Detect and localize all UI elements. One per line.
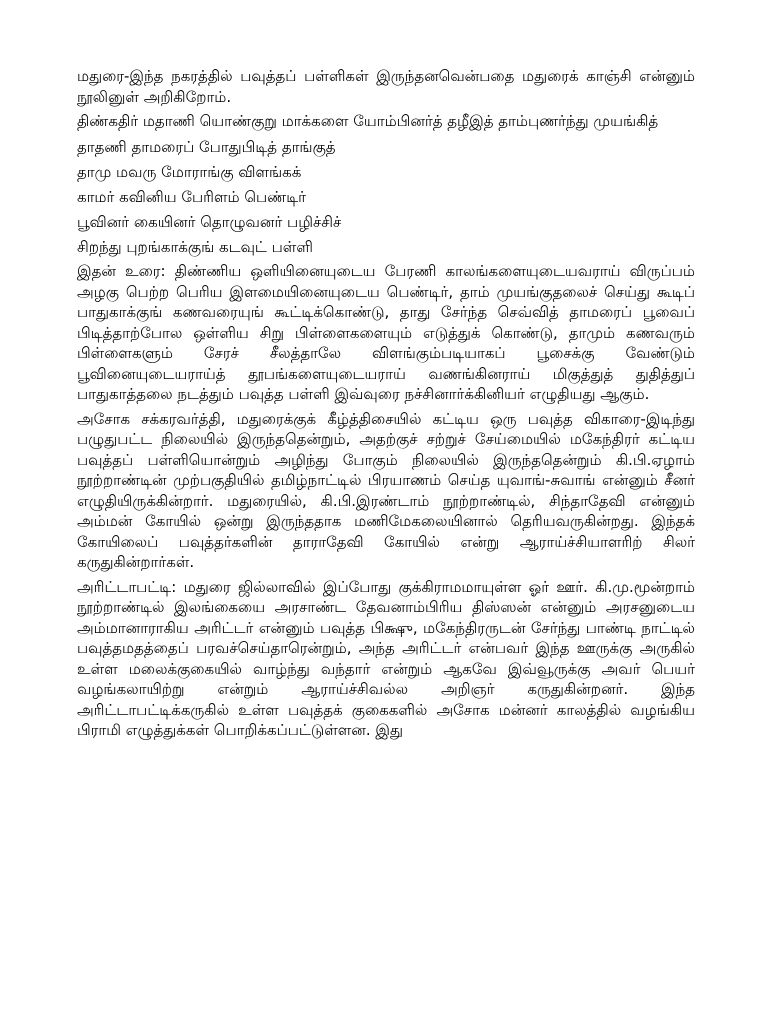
verse-line: சிறந்து புறங்காக்குங் கடவுட் பள்ளி (77, 237, 313, 256)
verse-line: தாமு மவரு மோராங்கு விளங்கக் (77, 162, 302, 181)
intro-paragraph: மதுரை-இந்த நகரத்தில் பவுத்தப் பள்ளிகள் இருந்தனவென்பதை மதுரைக் காஞ்சி என்னும் நூலினுள் அறிகிறோம். (77, 67, 695, 106)
asoka-paragraph: அசோக சக்கரவர்த்தி, மதுரைக்குக் கீழ்த்திசையில் கட்டிய ஒரு பவுத்த விகாரை-இடிந்து பழுதுபட்ட நிலையில் இருந்ததென்றும், அதற்குச் சற்றுச் சேய்மையில் மகேந்திரர் கட்டிய பவுத்தப் பள்ளியொன்றும் அழிந்து போகும் நிலையில் இருந்ததென்றும் கி.பி.ஏழாம் நூற்றாண்டின் முற்பகுதியில் தமிழ்நாட்டில் பிரயாணம் செய்த யுவாங்-சுவாங் என்னும் சீனர் எழுதியிருக்கின்றார். மதுரையில், கி.பி.இரண்டாம் நூற்றாண்டில், சிந்தாதேவி என்னும் அம்மன் கோயில் ஒன்று இருந்ததாக மணிமேகலையினால் தெரியவருகின்றது. இந்தக் கோயிலைப் பவுத்தர்களின் தாராதேவி கோயில் என்று ஆராய்ச்சியாளரிற் சிலர் கருதுகின்றார்கள். (77, 409, 695, 571)
verse-lead-line: திண்கதிர் மதாணி யொண்குறு மாக்களை யோம்பினர்த் தழீஇத் தாம்புணர்ந்து முயங்கித் (77, 112, 659, 130)
arittapatti-paragraph: அரிட்டாபட்டி: மதுரை ஜில்லாவில் இப்போது குக்கிராமமாயுள்ள ஓர் ஊர். கி.மு.மூன்றாம் நூற்றாண்டில் இலங்கையை அரசாண்ட தேவனாம்பிரிய திஸ்ஸன் என்னும் அரசனுடைய அம்மானாராகிய அரிட்டர் என்னும் பவுத்த பிக்ஷு, மகேந்திரருடன் சேர்ந்து பாண்டி நாட்டில் பவுத்தமதத்தைப் பரவச்செய்தாரென்றும், அந்த அரிட்டர் என்பவர் இந்த ஊருக்கு அருகில் உள்ள மலைக்குகையில் வாழ்ந்து வந்தார் என்றும் ஆகவே இவ்வூருக்கு அவர் பெயர் வழங்கலாயிற்று என்றும் ஆராய்ச்சிவல்ல அறிஞர் கருதுகின்றனர். இந்த அரிட்டாபட்டிக்கருகில் உள்ள பவுத்தக் குகைகளில் அசோக மன்னர் காலத்தில் வழங்கிய பிராமி எழுத்துக்கள் பொறிக்கப்பட்டுள்ளன. இது (77, 577, 695, 739)
commentary-paragraph: இதன் உரை: திண்ணிய ஒளியினையுடைய பேரணி காலங்களையுடையவராய் விருப்பம் அழகு பெற்ற பெரிய இளமையினையுடைய பெண்டிர், தாம் முயங்குதலைச் செய்து கூடிப் பாதுகாக்குங் கணவரையுங் கூட்டிக்கொண்டு, தாது சேர்ந்த செவ்வித் தாமரைப் பூவைப் பிடித்தாற்போல ஒள்ளிய சிறு பிள்ளைகளையும் எடுத்துக் கொண்டு, தாமும் கணவரும் பிள்ளைகளும் சேரச் சீலத்தாலே விளங்கும்படியாகப் பூசைக்கு வேண்டும் பூவினையுடையராய்த் தூபங்களையுடையராய் வணங்கினராய் மிகுத்துத் துதித்துப் பாதுகாத்தலை நடத்தும் பவுத்த பள்ளி இவ்வுரை நச்சினார்க்கினியர் எழுதியது ஆகும். (77, 262, 695, 403)
document-page (77, 66, 695, 741)
verse-line: பூவினர் கையினர் தொழுவனர் பழிச்சிச் (77, 212, 342, 231)
verse-line: தாதணி தாமரைப் போதுபிடித் தாங்குத் (77, 137, 336, 156)
verse-line: காமர் கவினிய பேரிளம் பெண்டிர் (77, 187, 307, 206)
